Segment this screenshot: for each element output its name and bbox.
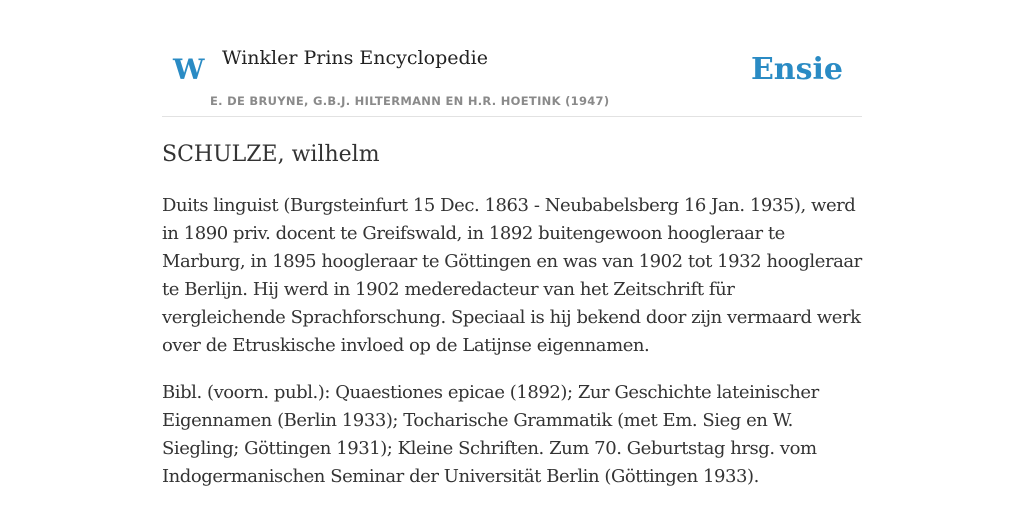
winkler-prins-logo[interactable]: W (173, 53, 205, 86)
page-header (162, 0, 862, 117)
article-headword: SCHULZE, wilhelm (162, 142, 380, 167)
ensie-logo[interactable]: Ensie (750, 52, 843, 87)
encyclopedia-title[interactable]: Winkler Prins Encyclopedie (222, 47, 488, 69)
bibliography-paragraph: Bibl. (voorn. publ.): Quaestiones epicae (1892); Zur Geschichte lateinischer Eigennamen (Berlin 1933); Tocharische Grammatik (met Em. Sieg en W. Siegling; Göttingen 1931); Kleine Schriften. Zum 70. Geburtstag hrsg. vom Indogermanischen Seminar der Universität Berlin (Göttingen 1933). (162, 382, 819, 487)
article-paragraph: Duits linguist (Burgsteinfurt 15 Dec. 1863 - Neubabelsberg 16 Jan. 1935), werd in 1890 priv. docent te Greifswald, in 1892 buitengewoon hoogleraar te Marburg, in 1895 hoogleraar te Göttingen en was van 1902 tot 1932 hoogleraar te Berlijn. Hij werd in 1902 mederedacteur van het Zeitschrift für vergleichende Sprachforschung. Speciaal is hij bekend door zijn vermaard werk over de Etruskische invloed op de Latijnse eigennamen. (162, 195, 862, 356)
authors-byline: E. DE BRUYNE, G.B.J. HILTERMANN EN H.R. HOETINK (1947) (210, 94, 610, 108)
article-body (162, 192, 862, 510)
